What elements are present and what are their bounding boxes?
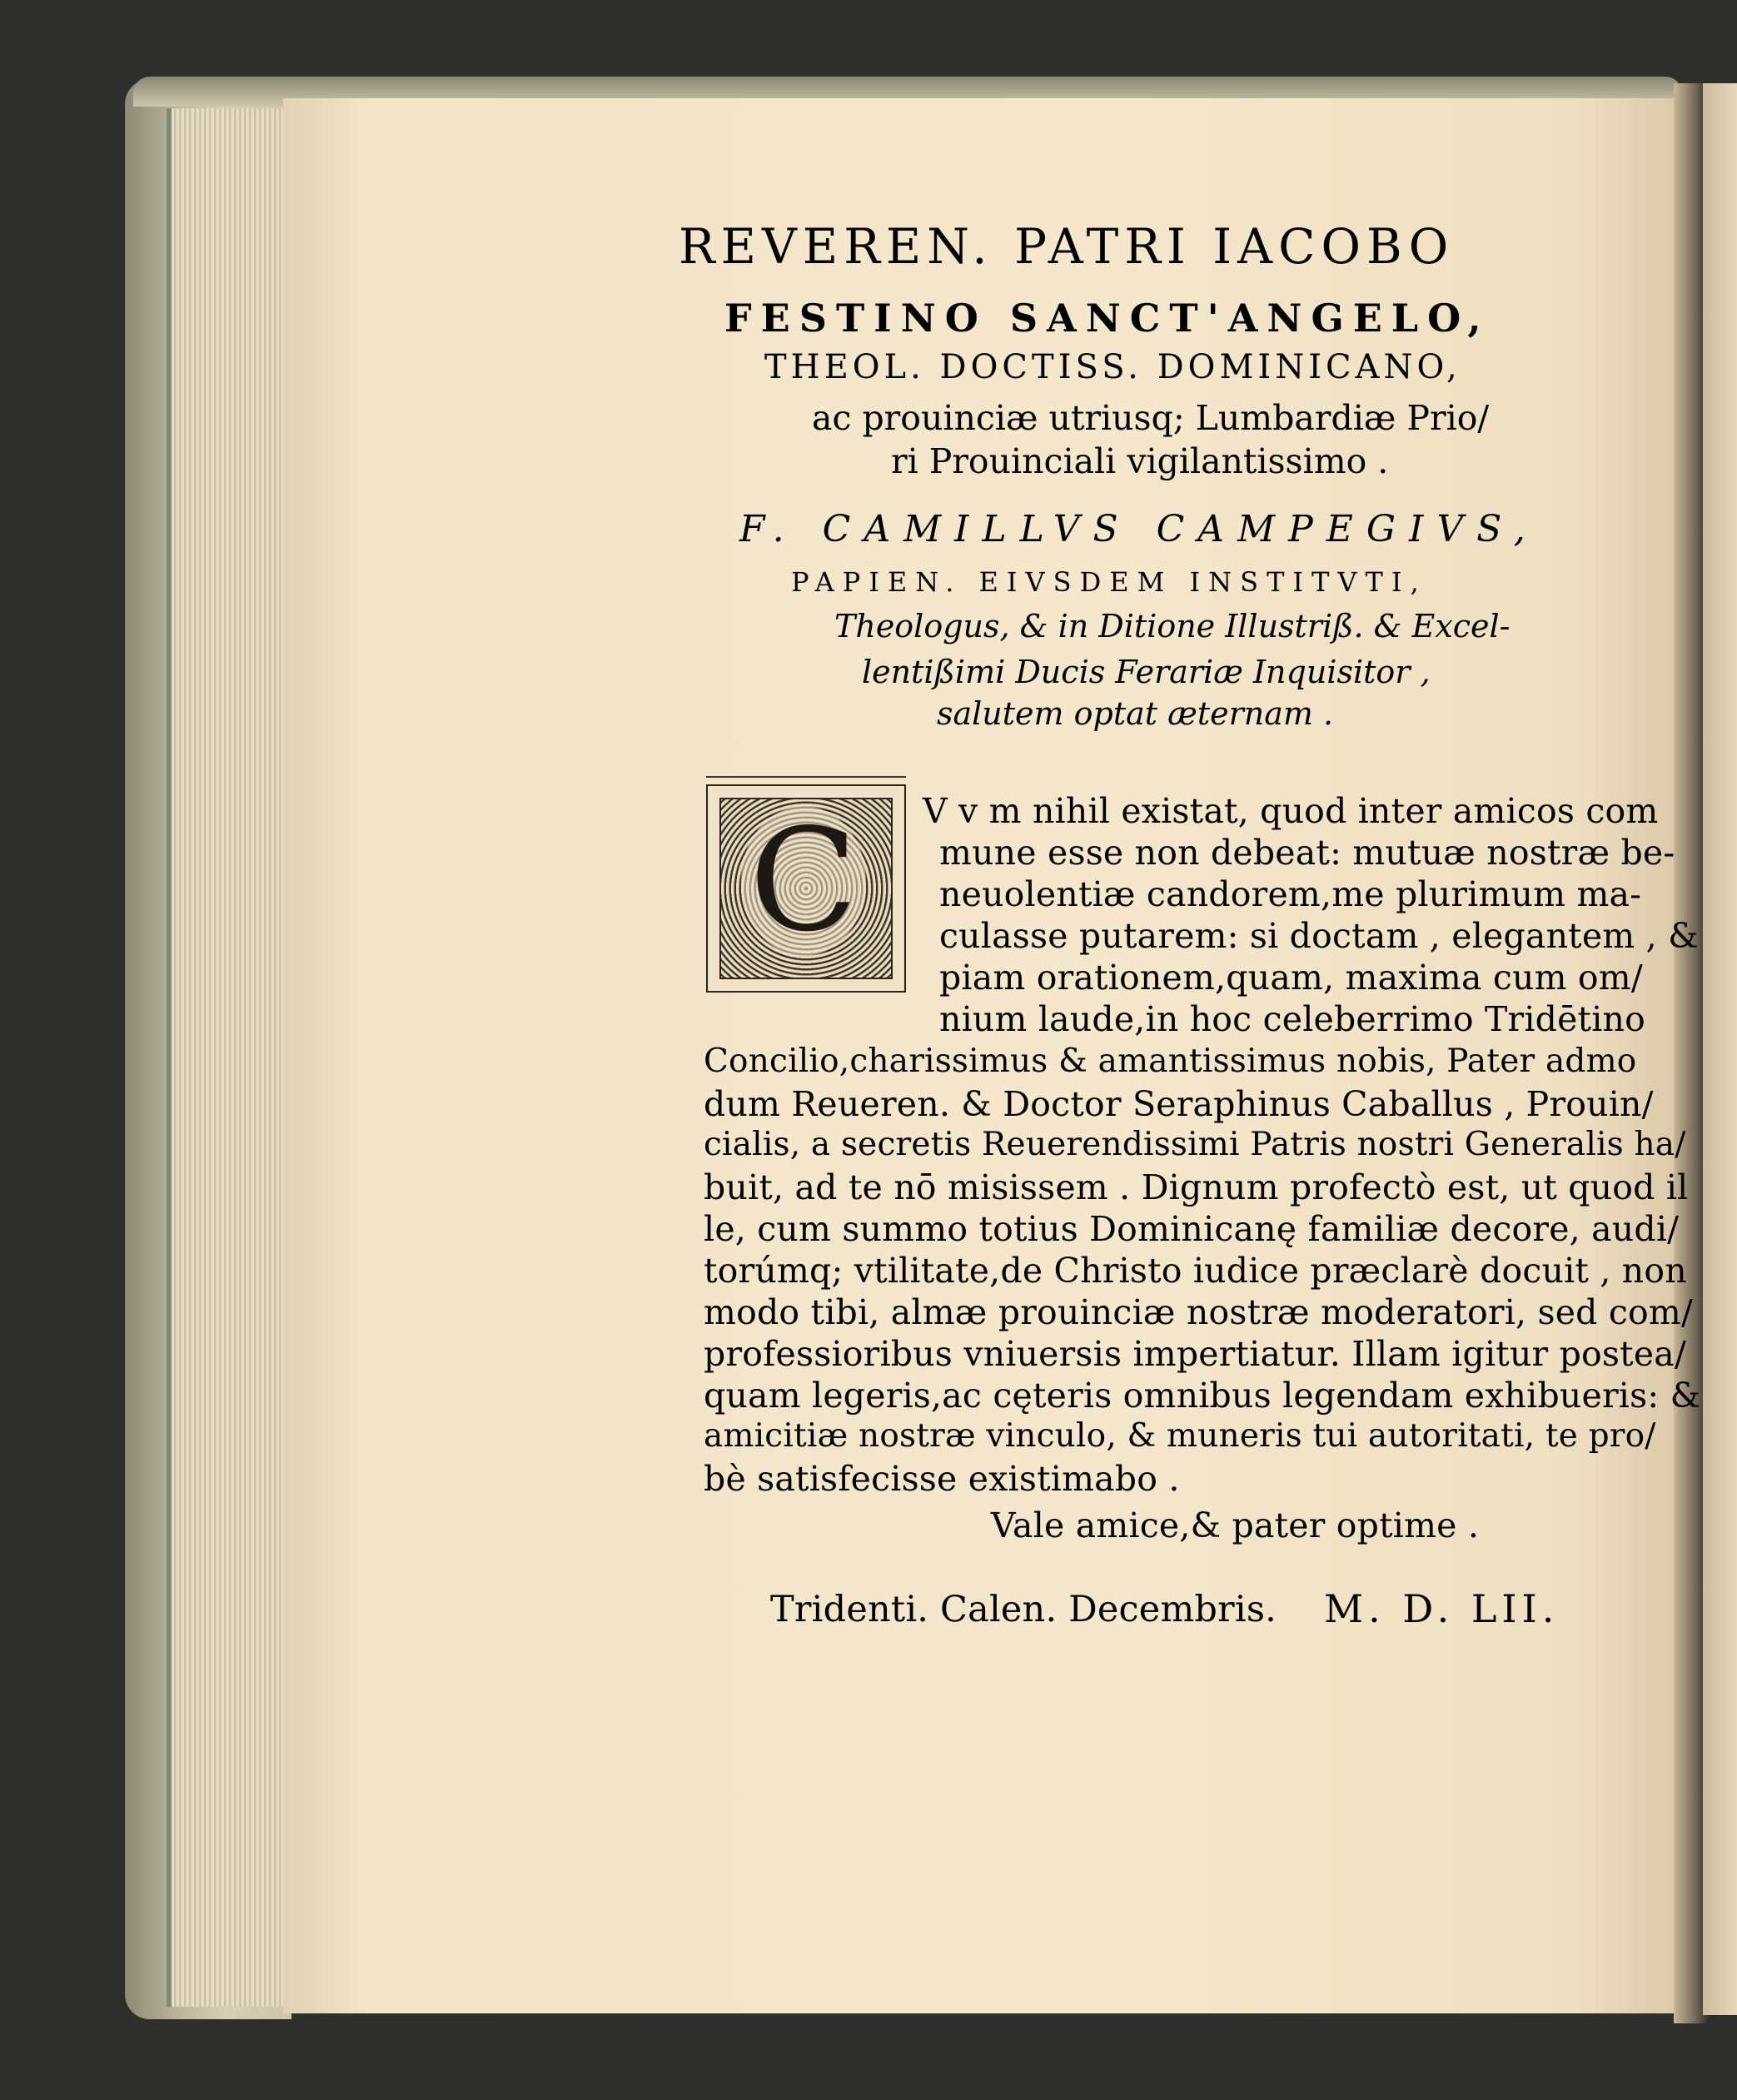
initial-letter: C	[741, 806, 866, 956]
body-line: mune esse non debeat: mutuæ nostræ be-	[939, 833, 1675, 873]
book-gutter	[1674, 83, 1707, 2023]
dateline-year: M. D. LII.	[1324, 1586, 1560, 1631]
body-line: bè satisfecisse existimabo .	[704, 1459, 1180, 1499]
body-line: culasse putarem: si doctam , elegantem , &	[939, 916, 1699, 956]
dedication-line-4: ac prouinciæ utriusq; Lumbardiæ Prio/	[812, 398, 1490, 438]
body-line: Concilio,charissimus & amantissimus nobis, Pater admo	[704, 1043, 1637, 1080]
closing-salutation: Vale amice,& pater optime .	[991, 1505, 1480, 1545]
dedication-line-3: THEOL. DOCTISS. DOMINICANO,	[764, 348, 1461, 386]
body-line: nium laude,in hoc celeberrimo Tridētino	[939, 999, 1646, 1039]
body-line: quam legeris,ac cęteris omnibus legendam exhibueris: &	[704, 1376, 1701, 1416]
facing-page-edge	[1703, 83, 1737, 2015]
body-line: le, cum summo totius Dominicanę familiæ decore, audi/	[704, 1209, 1680, 1249]
dedication-line-10: salutem optat æternam .	[937, 695, 1334, 732]
woodcut-initial	[706, 784, 906, 993]
body-line: dum Reueren. & Doctor Seraphinus Caballus , Prouin/	[704, 1084, 1654, 1124]
body-line: neuolentiæ candorem,me plurimum ma-	[939, 874, 1642, 914]
dedication-heading: REVEREN. PATRI IACOBO	[679, 218, 1455, 275]
dedication-line-9: lentißimi Ducis Ferariæ Inquisitor ,	[862, 654, 1431, 690]
body-line: cialis, a secretis Reuerendissimi Patris nostri Generalis ha/	[704, 1126, 1686, 1163]
initial-top-rule	[706, 776, 906, 778]
body-line: torúmq; vtilitate,de Christo iudice præclarè docuit , non	[704, 1251, 1687, 1291]
body-line: V v m nihil existat, quod inter amicos com	[923, 791, 1659, 831]
body-line: professioribus vniuersis impertiatur. Illam igitur postea/	[704, 1334, 1686, 1374]
body-line: amicitiæ nostræ vinculo, & muneris tui autoritati, te pro/	[704, 1417, 1656, 1455]
dedication-line-2: FESTINO SANCT'ANGELO,	[724, 296, 1491, 341]
dedication-line-8: Theologus, & in Ditione Illustriß. & Excel-	[834, 608, 1511, 644]
dedication-line-7: PAPIEN. EIVSDEM INSTITVTI,	[791, 566, 1427, 598]
page-edges	[167, 108, 296, 2007]
body-line: modo tibi, almæ prouinciæ nostræ moderatori, sed com/	[704, 1292, 1693, 1332]
body-line: buit, ad te nō misissem . Dignum profectò est, ut quod il	[704, 1167, 1689, 1207]
author-name: F. CAMILLVS CAMPEGIVS,	[739, 508, 1539, 550]
body-line: piam orationem,quam, maxima cum om/	[939, 958, 1643, 998]
dateline-place: Tridenti. Calen. Decembris.	[770, 1589, 1277, 1630]
dedication-line-5: ri Prouinciali vigilantissimo .	[891, 441, 1389, 481]
